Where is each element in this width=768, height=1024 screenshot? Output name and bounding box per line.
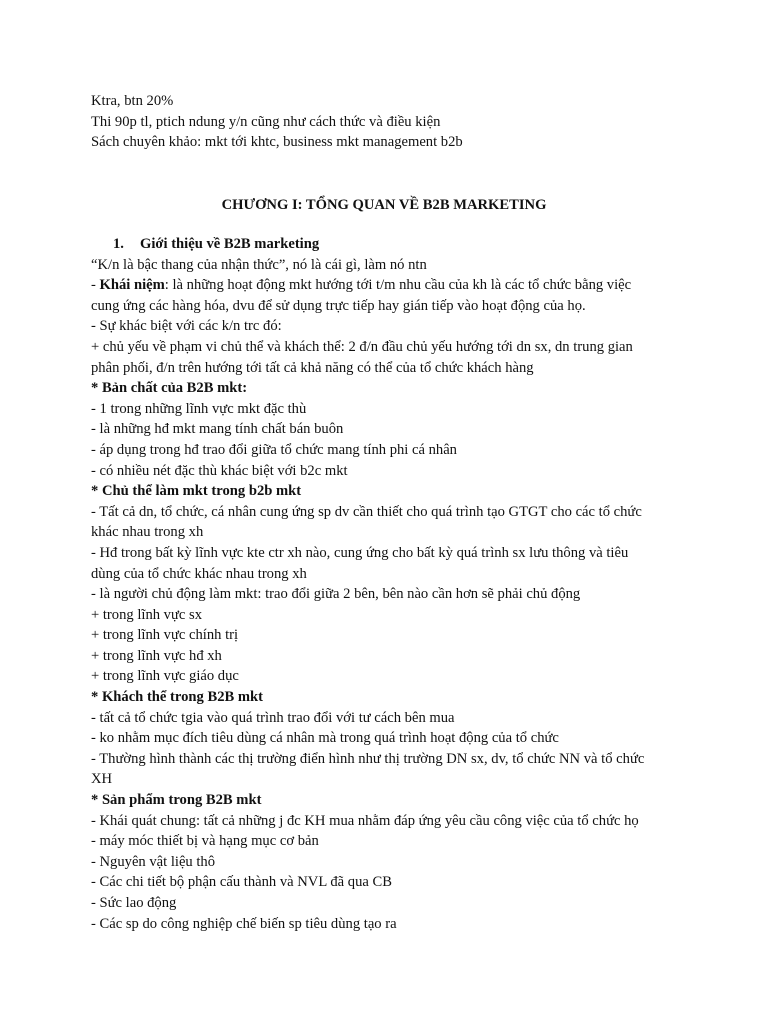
list-item: - áp dụng trong hđ trao đổi giữa tổ chức mang tính phi cá nhân	[91, 441, 457, 458]
list-item: - Các chi tiết bộ phận cấu thành và NVL đã qua CB	[91, 874, 392, 891]
list-item: - Hđ trong bất kỳ lĩnh vực kte ctr xh nào, cung ứng cho bất kỳ quá trình sx lưu thông và tiêu dùng của tổ chức khác nhau trong xh	[91, 544, 629, 582]
chapter-title: CHƯƠNG I: TỔNG QUAN VỀ B2B MARKETING	[221, 197, 547, 213]
definition-dash: -	[91, 277, 100, 294]
intro-notes	[91, 91, 691, 153]
product-heading: * Sản phẩm trong B2B mkt	[91, 792, 262, 809]
list-item: - Khái quát chung: tất cả những j đc KH mua nhằm đáp ứng yêu cầu công việc của tổ chức họ	[91, 812, 639, 829]
list-item: - là những hđ mkt mang tính chất bán buôn	[91, 421, 344, 438]
list-item: - Tất cả dn, tổ chức, cá nhân cung ứng sp dv cần thiết cho quá trình tạo GTGT cho các tổ chức khác nhau trong xh	[91, 503, 642, 541]
subject-heading: * Chủ thể làm mkt trong b2b mkt	[91, 483, 302, 500]
list-item: - 1 trong những lĩnh vực mkt đặc thù	[91, 400, 307, 417]
intro-line: Ktra, btn 20%	[91, 93, 174, 109]
difference-intro: - Sự khác biệt với các k/n trc đó:	[91, 318, 282, 335]
section-heading	[91, 234, 661, 255]
definition-text: : là những hoạt động mkt hướng tới t/m nhu cầu của kh là các tổ chức bằng việc cung ứng các hàng hóa, dvu để sử dụng trực tiếp hay gián tiếp vào hoạt động của họ.	[91, 277, 632, 314]
list-item: + trong lĩnh vực chính trị	[91, 627, 239, 644]
quote-line: “K/n là bậc thang của nhận thức”, nó là cái gì, làm nó ntn	[91, 256, 427, 273]
list-item: + trong lĩnh vực hđ xh	[91, 647, 222, 664]
list-item: - máy móc thiết bị và hạng mục cơ bản	[91, 833, 319, 850]
list-item: - tất cả tổ chức tgia vào quá trình trao đổi với tư cách bên mua	[91, 709, 455, 726]
nature-heading: * Bản chất của B2B mkt:	[91, 380, 248, 397]
list-item: - ko nhằm mục đích tiêu dùng cá nhân mà trong quá trình hoạt động của tổ chức	[91, 730, 559, 747]
list-item: - Thường hình thành các thị trường điển hình như thị trường DN sx, dv, tổ chức NN và tổ chức XH	[91, 750, 645, 788]
difference-item: + chủ yếu về phạm vi chủ thể và khách thể: 2 đ/n đầu chủ yếu hướng tới dn sx, dn trung gian phân phối, đ/n trên hướng tới tất cả khả năng có thể của tổ chức khách hàng	[91, 338, 633, 376]
list-item: + trong lĩnh vực sx	[91, 606, 202, 623]
definition-term: Khái niệm	[99, 277, 165, 294]
list-item: - Các sp do công nghiệp chế biến sp tiêu dùng tạo ra	[91, 915, 397, 932]
intro-line: Sách chuyên khảo: mkt tới khtc, business mkt management b2b	[91, 134, 463, 151]
section-number: 1.	[113, 236, 124, 252]
list-item: - là người chủ động làm mkt: trao đổi giữa 2 bên, bên nào cần hơn sẽ phải chủ động	[91, 586, 581, 603]
intro-line: Thi 90p tl, ptich ndung y/n cũng như cách thức và điều kiện	[91, 113, 441, 130]
list-item: - Nguyên vật liệu thô	[91, 853, 216, 870]
definition-paragraph	[91, 275, 661, 316]
section-title: Giới thiệu về B2B marketing	[140, 236, 320, 252]
list-item: - có nhiều nét đặc thù khác biệt với b2c mkt	[91, 462, 348, 479]
list-item: + trong lĩnh vực giáo dục	[91, 668, 239, 685]
object-heading: * Khách thể trong B2B mkt	[91, 689, 264, 706]
document-body	[91, 234, 661, 934]
list-item: - Sức lao động	[91, 895, 177, 911]
